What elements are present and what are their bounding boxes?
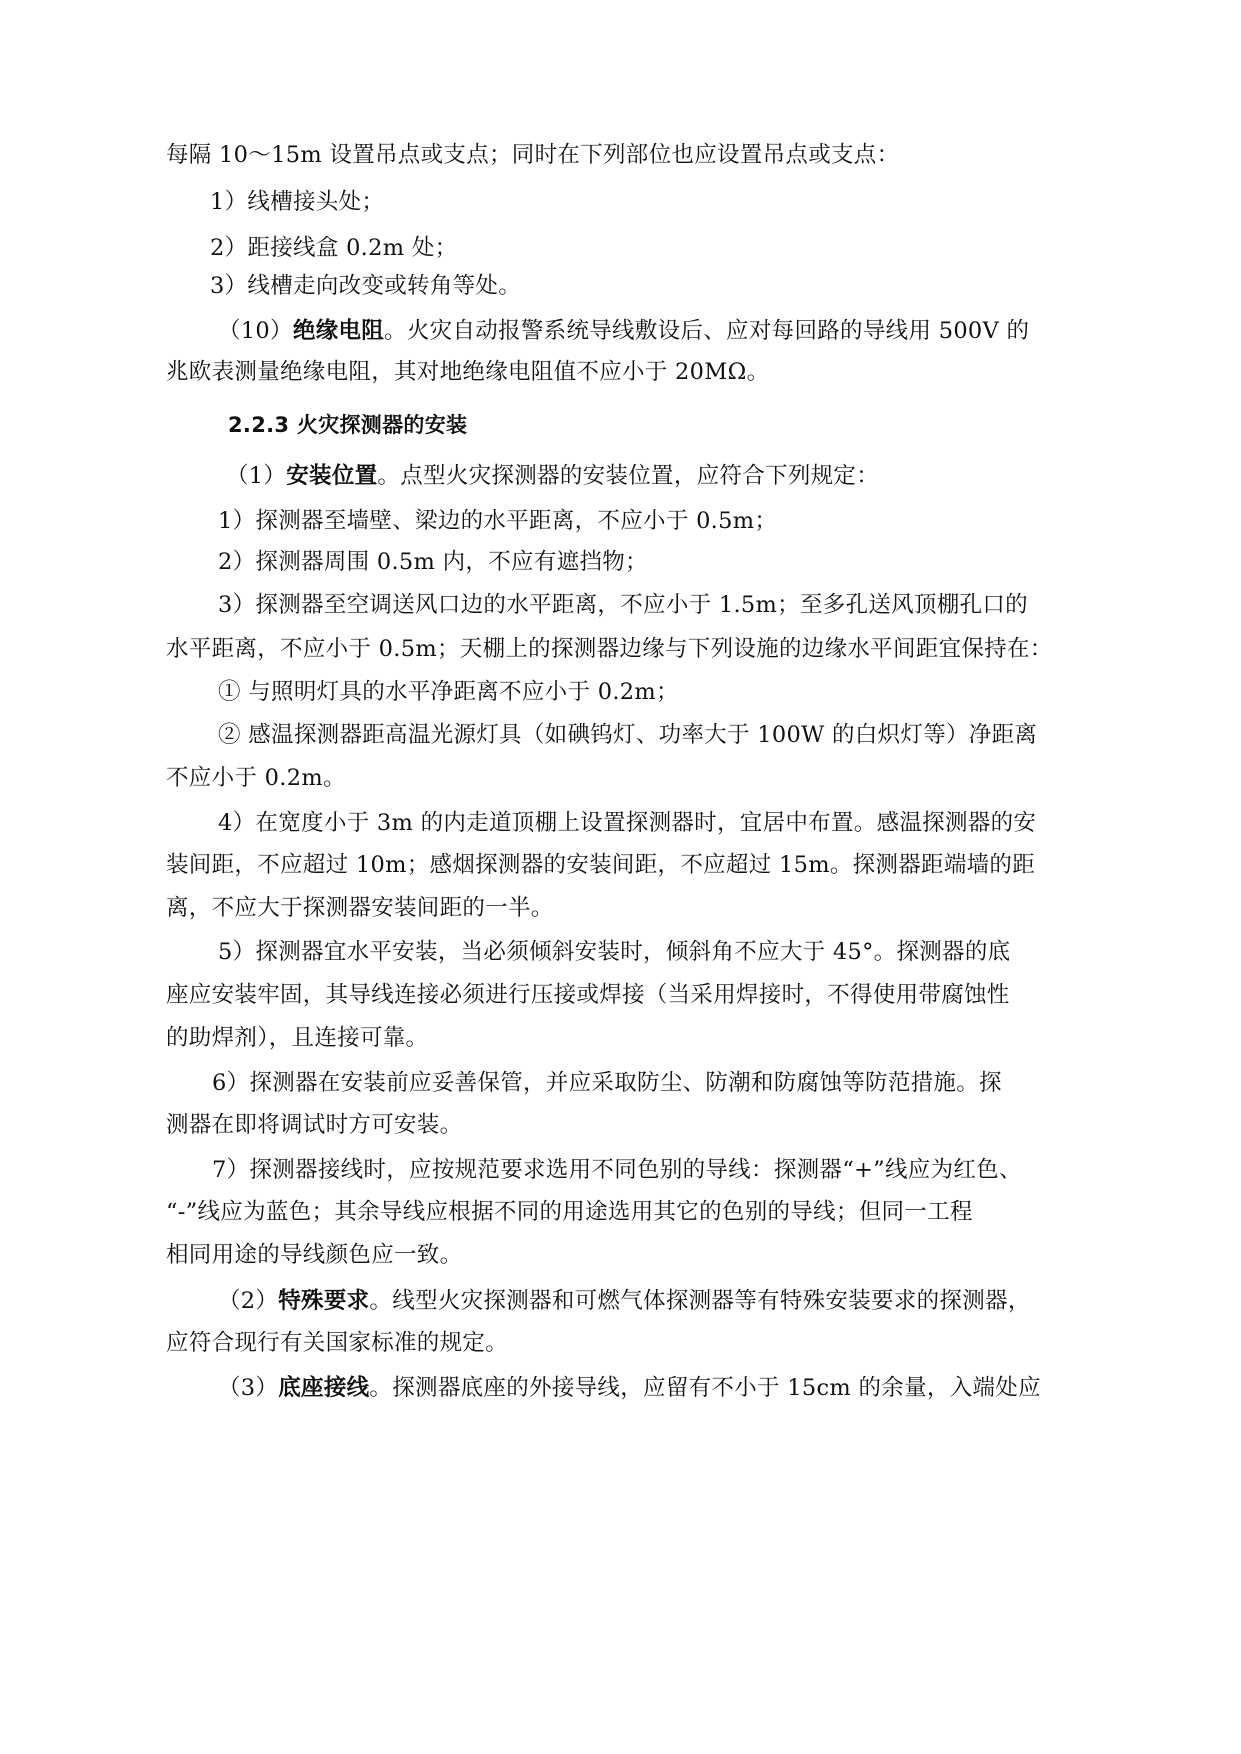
paragraph-line: 离，不应大于探测器安装间距的一半。 (166, 895, 554, 921)
list-item: 5）探测器宜水平安装，当必须倾斜安装时，倾斜角不应大于 45°。探测器的底 (218, 939, 1011, 965)
list-item: 1）线槽接头处； (210, 189, 385, 215)
paragraph-line: 装间距，不应超过 10m；感烟探测器的安装间距，不应超过 15m。探测器距端墙的距 (166, 852, 1036, 878)
item-number: （2） (218, 1288, 279, 1314)
paragraph-text: 。点型火灾探测器的安装位置，应符合下列规定： (377, 463, 880, 489)
paragraph-line (226, 461, 879, 491)
paragraph-text: 。探测器底座的外接导线，应留有不小于 15cm 的余量，入端处应 (369, 1375, 1041, 1401)
paragraph-line: 应符合现行有关国家标准的规定。 (166, 1330, 509, 1356)
paragraph-text: 。火灾自动报警系统导线敷设后、应对每回路的导线用 500V 的 (384, 318, 1030, 344)
list-item: 4）在宽度小于 3m 的内走道顶棚上设置探测器时，宜居中布置。感温探测器的安 (218, 810, 1037, 836)
paragraph-line: 相同用途的导线颜色应一致。 (166, 1242, 463, 1268)
item-number: （1） (226, 463, 287, 489)
item-number: （3） (218, 1375, 279, 1401)
bold-term: 安装位置 (286, 463, 378, 489)
list-item: 3）探测器至空调送风口边的水平距离，不应小于 1.5m；至多孔送风顶棚孔口的 (218, 592, 1028, 618)
paragraph-line: 水平距离，不应小于 0.5m；天棚上的探测器边缘与下列设施的边缘水平间距宜保持在： (166, 636, 1053, 662)
paragraph-line: 测器在即将调试时方可安装。 (166, 1112, 463, 1138)
bold-term: 绝缘电阻 (292, 318, 385, 344)
list-item: 2）距接线盒 0.2m 处； (210, 235, 458, 261)
list-item: 6）探测器在安装前应妥善保管，并应采取防尘、防潮和防腐蚀等防范措施。探 (212, 1070, 1002, 1096)
paragraph-line: 兆欧表测量绝缘电阻，其对地绝缘电阻值不应小于 20MΩ。 (166, 359, 770, 385)
paragraph-line: 不应小于 0.2m。 (166, 765, 346, 791)
list-item: ② 感温探测器距高温光源灯具（如碘钨灯、功率大于 100W 的白炽灯等）净距离 (218, 722, 1038, 748)
list-item: 1）探测器至墙壁、梁边的水平距离，不应小于 0.5m； (218, 508, 778, 534)
paragraph-line (218, 316, 1029, 346)
section-heading: 2.2.3 火灾探测器的安装 (228, 413, 468, 437)
paragraph-line: “-”线应为蓝色；其余导线应根据不同的用途选用其它的色别的导线；但同一工程 (166, 1199, 973, 1225)
bold-term: 特殊要求 (278, 1288, 370, 1314)
list-item: ① 与照明灯具的水平净距离不应小于 0.2m； (218, 679, 679, 705)
paragraph-text: 。线型火灾探测器和可燃气体探测器等有特殊安装要求的探测器， (369, 1288, 1031, 1314)
bold-term: 底座接线 (278, 1375, 370, 1401)
paragraph-line (218, 1286, 1031, 1316)
paragraph-line: 的助焊剂），且连接可靠。 (166, 1025, 429, 1051)
paragraph-line: 每隔 10～15m 设置吊点或支点；同时在下列部位也应设置吊点或支点： (166, 142, 900, 168)
paragraph-line (218, 1373, 1041, 1403)
item-number: （10） (218, 318, 293, 344)
list-item: 7）探测器接线时，应按规范要求选用不同色别的导线：探测器“+”线应为红色、 (212, 1157, 1022, 1183)
list-item: 2）探测器周围 0.5m 内，不应有遮挡物； (218, 549, 648, 575)
list-item: 3）线槽走向改变或转角等处。 (210, 273, 522, 299)
paragraph-line: 座应安装牢固，其导线连接必须进行压接或焊接（当采用焊接时，不得使用带腐蚀性 (166, 982, 1010, 1008)
